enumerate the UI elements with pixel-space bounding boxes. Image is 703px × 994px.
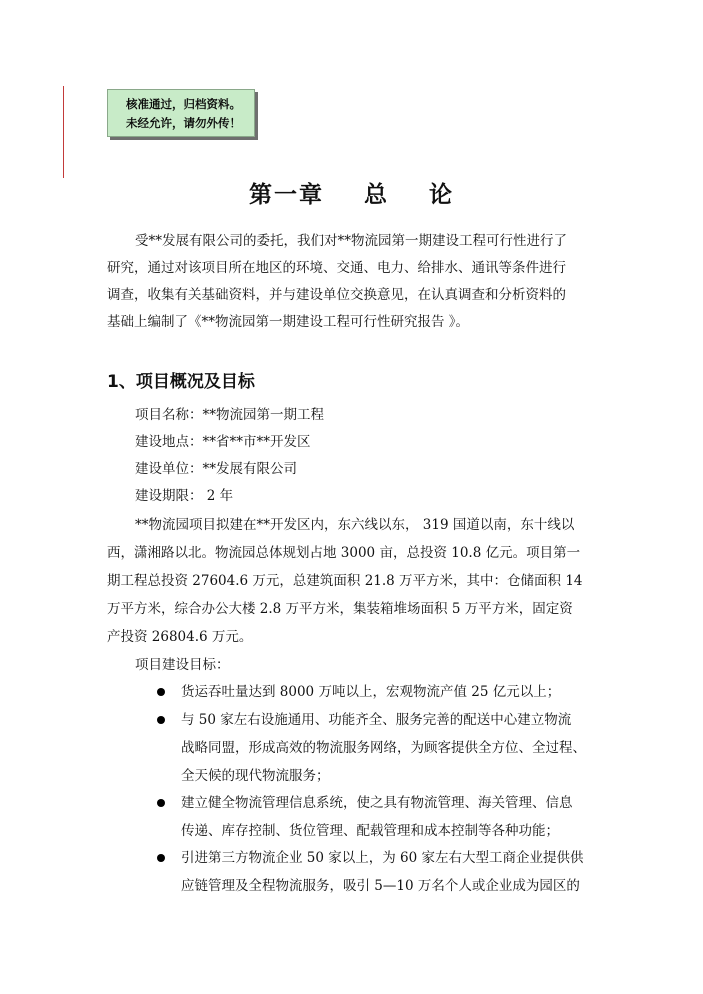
intro-line: 调查，收集有关基础资料，并与建设单位交换意见，在认真调查和分析资料的	[107, 287, 566, 303]
project-name: 项目名称：**物流园第一期工程	[135, 407, 324, 423]
chapter-title: 第一章 总 论	[248, 182, 455, 208]
project-location: 建设地点：**省**市**开发区	[135, 434, 311, 450]
stamp-line-2: 未经允许，请勿外传！	[126, 116, 241, 130]
intro-line: 受**发展有限公司的委托，我们对**物流园第一期建设工程可行性进行了	[135, 233, 567, 249]
goal-line: 全天候的现代物流服务；	[181, 768, 330, 784]
bullet-icon	[157, 854, 165, 862]
desc-line: 期工程总投资 27604.6 万元，总建筑面积 21.8 万平方米，其中：仓储面积 14	[107, 573, 583, 589]
goal-line: 应链管理及全程物流服务，吸引 5—10 万名个人或企业成为园区的	[181, 878, 580, 894]
project-duration: 建设期限： 2 年	[135, 488, 234, 504]
stamp-line-1: 核准通过，归档资料。	[126, 97, 241, 111]
goal-line: 引进第三方物流企业 50 家以上，为 60 家左右大型工商企业提供供	[181, 850, 584, 866]
goals-label: 项目建设目标：	[135, 657, 230, 673]
desc-line: **物流园项目拟建在**开发区内，东六线以东， 319 国道以南，东十线以	[135, 517, 575, 533]
goal-line: 建立健全物流管理信息系统，使之具有物流管理、海关管理、信息	[181, 795, 573, 811]
desc-line: 西，潇湘路以北。物流园总体规划占地 3000 亩，总投资 10.8 亿元。项目第一	[107, 545, 581, 561]
margin-marker-line	[63, 86, 64, 178]
goal-line: 战略同盟，形成高效的物流服务网络，为顾客提供全方位、全过程、	[181, 740, 586, 756]
bullet-icon	[157, 799, 165, 807]
desc-line: 万平方米，综合办公大楼 2.8 万平方米，集装箱堆场面积 5 万平方米，固定资	[107, 601, 573, 617]
desc-line: 产投资 26804.6 万元。	[107, 629, 253, 645]
bullet-icon	[157, 688, 165, 696]
goal-line: 与 50 家左右设施通用、功能齐全、服务完善的配送中心建立物流	[181, 712, 572, 728]
goal-line: 传递、库存控制、货位管理、配载管理和成本控制等各种功能；	[181, 823, 559, 839]
section-heading: 1、项目概况及目标	[107, 372, 255, 392]
approval-stamp	[107, 89, 255, 137]
bullet-icon	[157, 716, 165, 724]
intro-line: 研究，通过对该项目所在地区的环境、交通、电力、给排水、通讯等条件进行	[107, 260, 566, 276]
goal-line: 货运吞吐量达到 8000 万吨以上，宏观物流产值 25 亿元以上；	[181, 684, 561, 700]
intro-line: 基础上编制了《**物流园第一期建设工程可行性研究报告 》。	[107, 314, 470, 330]
project-builder: 建设单位：**发展有限公司	[135, 461, 297, 477]
